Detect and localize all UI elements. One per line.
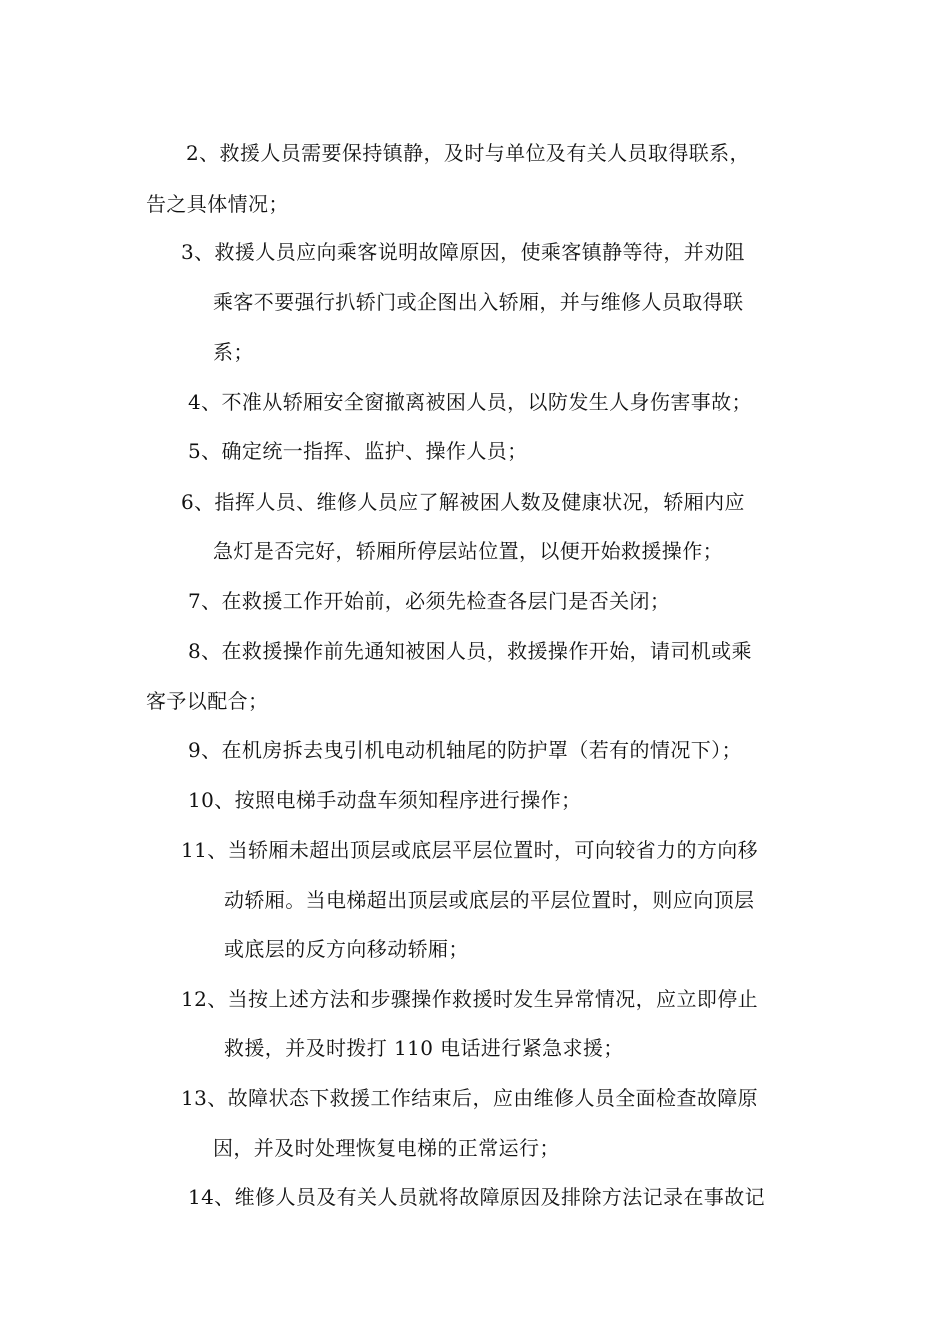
- item-8-line-1: 8、在救援操作前先通知被困人员，救援操作开始，请司机或乘: [188, 639, 752, 663]
- item-12-line-2: 救援，并及时拨打 110 电话进行紧急求援；: [224, 1036, 624, 1060]
- item-9-line-1: 9、在机房拆去曳引机电动机轴尾的防护罩（若有的情况下）；: [188, 738, 742, 762]
- item-3-line-1: 3、救援人员应向乘客说明故障原因，使乘客镇静等待，并劝阻: [181, 240, 745, 264]
- item-13-line-1: 13、故障状态下救援工作结束后，应由维修人员全面检查故障原: [181, 1086, 759, 1110]
- item-8-line-2: 客予以配合；: [146, 689, 269, 713]
- item-3-line-2: 乘客不要强行扒轿门或企图出入轿厢，并与维修人员取得联: [213, 290, 744, 314]
- item-6-line-2: 急灯是否完好，轿厢所停层站位置，以便开始救援操作；: [213, 539, 723, 563]
- item-2-line-2: 告之具体情况；: [146, 192, 289, 216]
- item-11-line-3: 或底层的反方向移动轿厢；: [224, 937, 469, 961]
- item-3-line-3: 系；: [213, 340, 254, 364]
- item-11-line-2: 动轿厢。当电梯超出顶层或底层的平层位置时，则应向顶层: [224, 888, 755, 912]
- item-5-line-1: 5、确定统一指挥、监护、操作人员；: [188, 439, 528, 463]
- item-2-line-1: 2、救援人员需要保持镇静，及时与单位及有关人员取得联系，: [186, 141, 750, 165]
- item-7-line-1: 7、在救援工作开始前，必须先检查各层门是否关闭；: [188, 589, 671, 613]
- item-6-line-1: 6、指挥人员、维修人员应了解被困人数及健康状况，轿厢内应: [181, 490, 745, 514]
- item-13-line-2: 因，并及时处理恢复电梯的正常运行；: [213, 1136, 560, 1160]
- item-4-line-1: 4、不准从轿厢安全窗撤离被困人员，以防发生人身伤害事故；: [188, 390, 752, 414]
- item-14-line-1: 14、维修人员及有关人员就将故障原因及排除方法记录在事故记: [188, 1185, 766, 1209]
- item-11-line-1: 11、当轿厢未超出顶层或底层平层位置时，可向较省力的方向移: [181, 838, 759, 862]
- item-12-line-1: 12、当按上述方法和步骤操作救援时发生异常情况，应立即停止: [181, 987, 759, 1011]
- item-10-line-1: 10、按照电梯手动盘车须知程序进行操作；: [188, 788, 582, 812]
